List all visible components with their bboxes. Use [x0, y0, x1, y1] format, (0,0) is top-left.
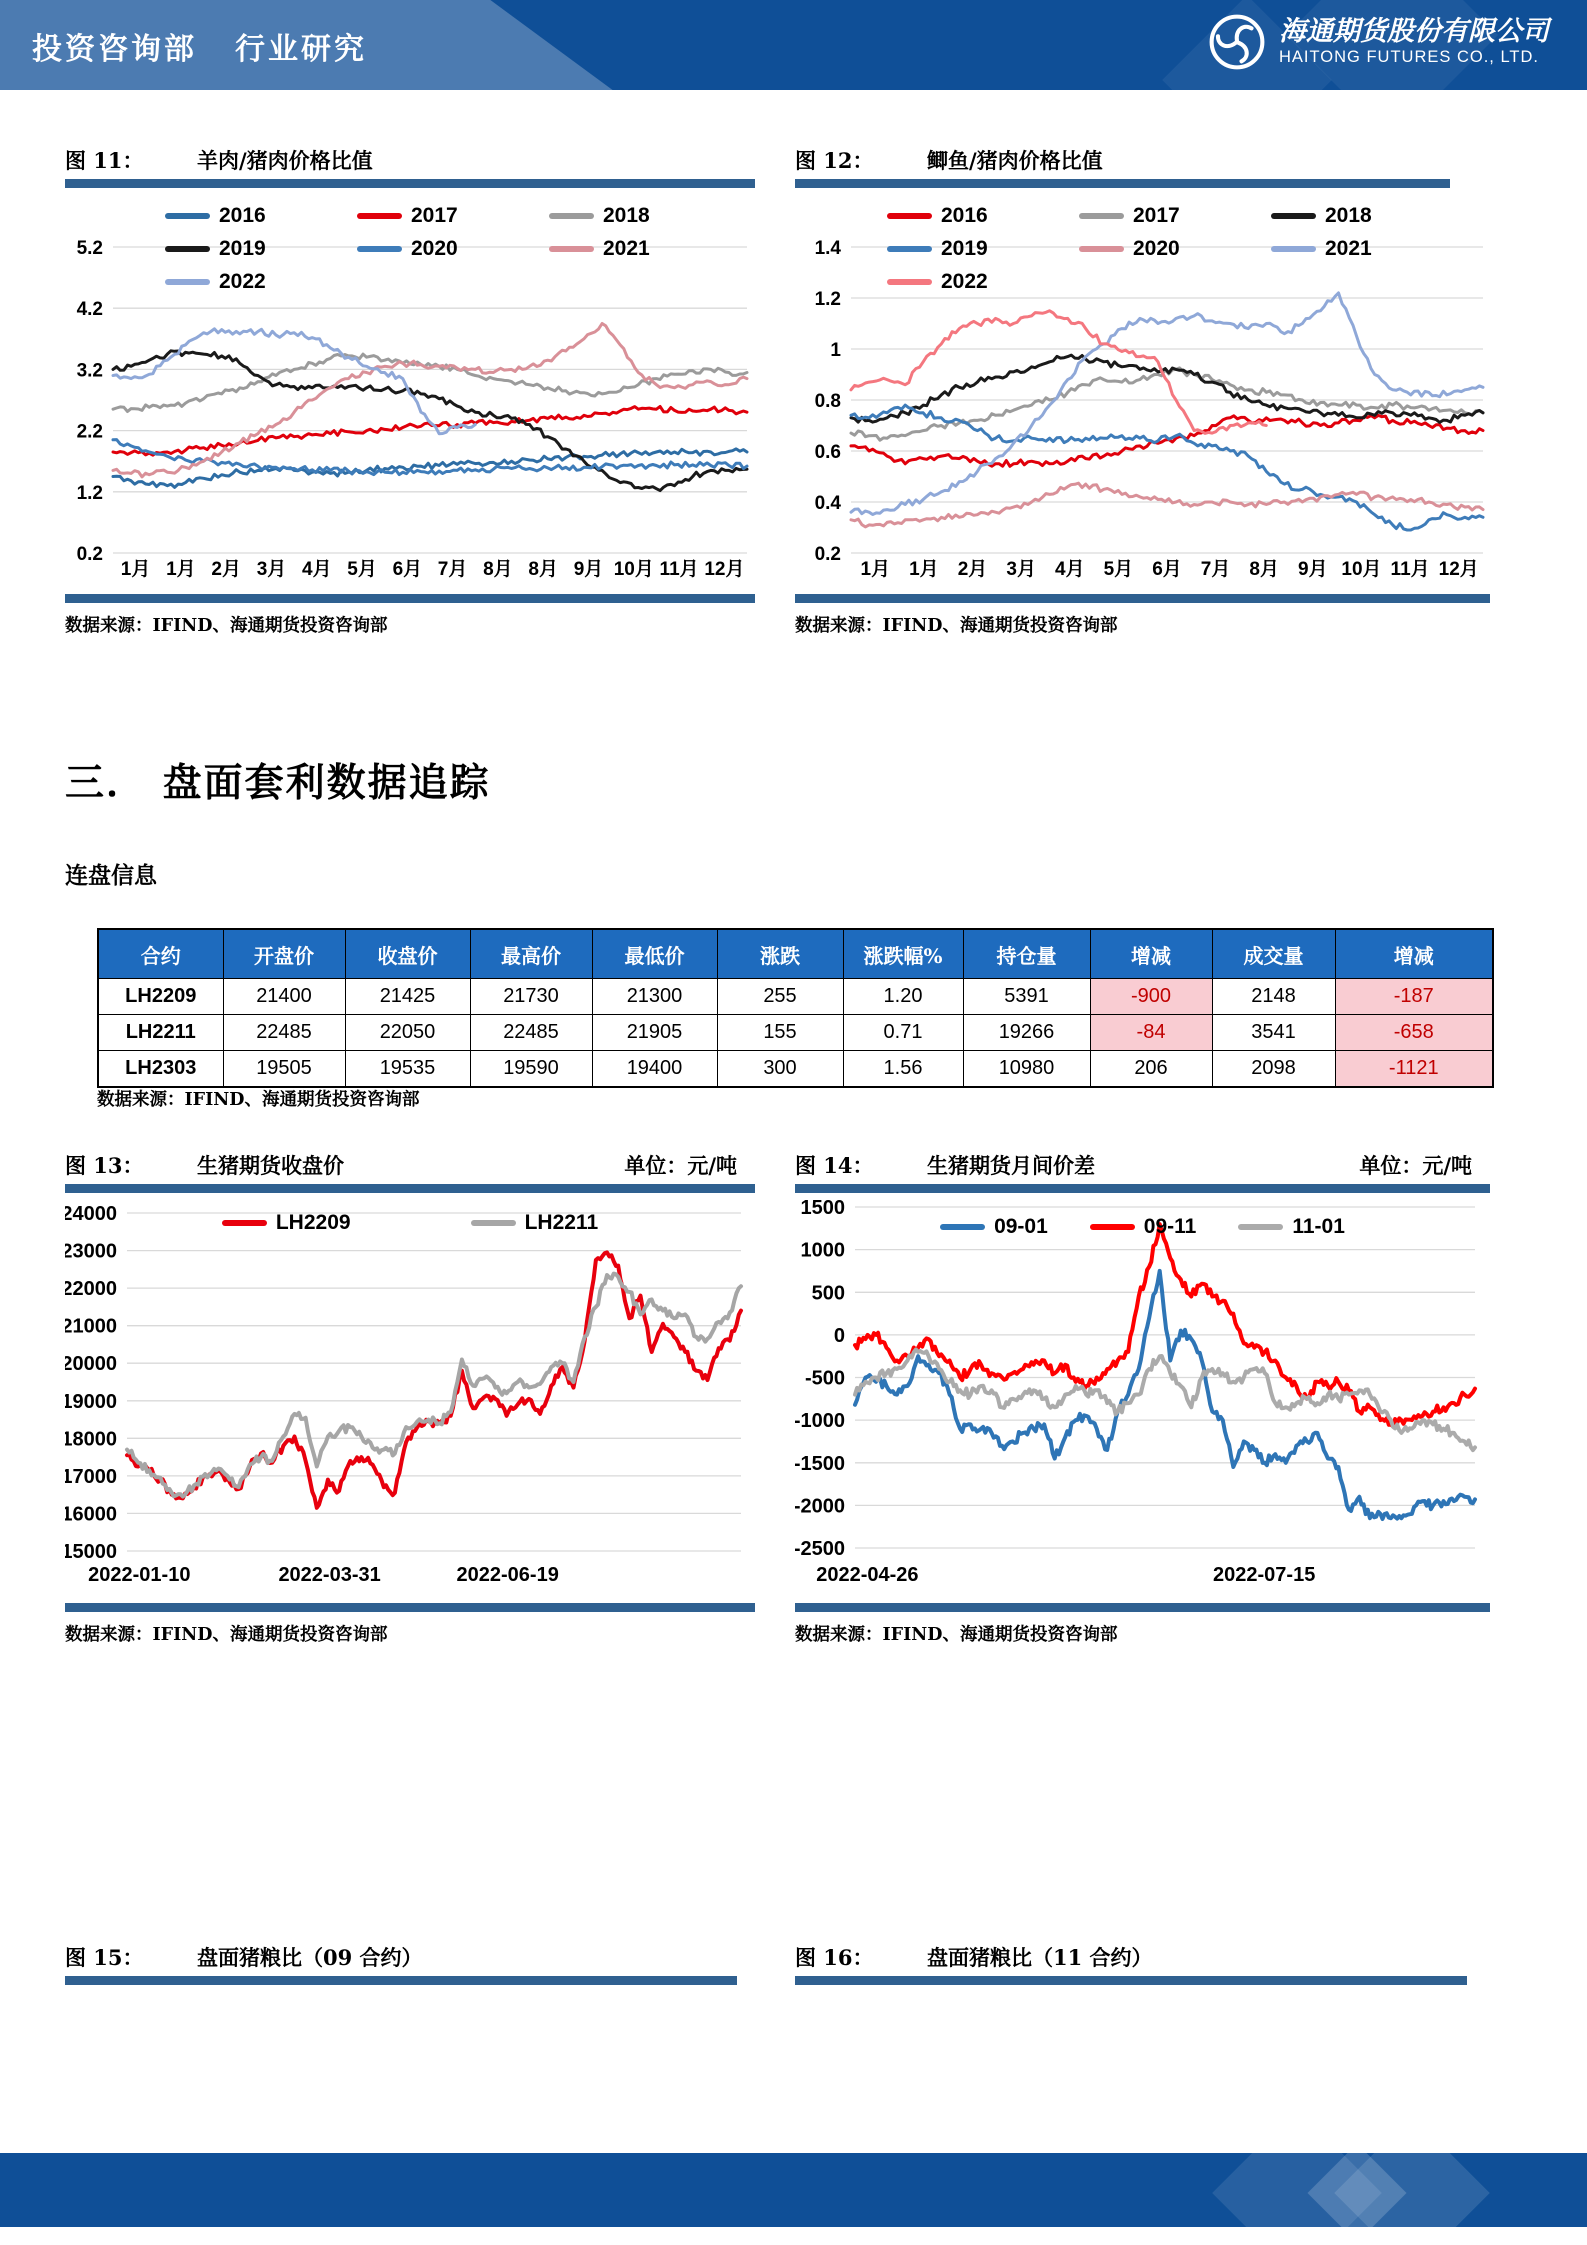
legend-label: LH2211 — [524, 1211, 599, 1234]
table-cell: 19505 — [223, 1051, 345, 1088]
table-cell: 5391 — [963, 979, 1090, 1015]
legend-item-LH2211 — [471, 1211, 599, 1235]
legend-label: 2022 — [219, 270, 266, 293]
table-cell: 19266 — [963, 1015, 1090, 1051]
figure-11 — [65, 145, 755, 637]
svg-text:4.2: 4.2 — [76, 299, 103, 321]
table-cell: -900 — [1090, 979, 1212, 1015]
table-cell: 255 — [717, 979, 843, 1015]
svg-text:1月: 1月 — [860, 559, 891, 580]
legend-swatch — [1079, 213, 1124, 219]
header-title — [32, 24, 367, 68]
table-cell: -84 — [1090, 1015, 1212, 1051]
svg-text:1.2: 1.2 — [814, 289, 841, 310]
table-cell: 1.56 — [843, 1051, 963, 1088]
svg-text:0.6: 0.6 — [814, 442, 841, 463]
legend-item-2019 — [887, 237, 1079, 261]
figure-11-bottom-bar — [65, 594, 755, 603]
svg-text:2022-07-15: 2022-07-15 — [1213, 1564, 1316, 1586]
svg-text:2022-01-10: 2022-01-10 — [88, 1564, 191, 1586]
svg-text:8月: 8月 — [528, 559, 558, 580]
figure-12-legend — [887, 204, 1463, 294]
table-cell: 2148 — [1212, 979, 1335, 1015]
table-cell: 0.71 — [843, 1015, 963, 1051]
legend-label: 11-01 — [1292, 1215, 1345, 1238]
legend-label: 2017 — [1133, 204, 1180, 227]
legend-label: 2020 — [1133, 237, 1180, 260]
legend-item-2020 — [357, 237, 549, 261]
svg-text:17000: 17000 — [65, 1465, 117, 1488]
figure-14-label: 图 14： — [795, 1153, 874, 1178]
svg-text:1月: 1月 — [909, 559, 939, 580]
svg-text:10月: 10月 — [1341, 559, 1382, 580]
column-header: 持仓量 — [963, 929, 1090, 979]
table-cell: LH2211 — [98, 1015, 223, 1051]
figure-12 — [795, 145, 1490, 637]
svg-text:0: 0 — [833, 1324, 845, 1347]
figure-13-chart — [65, 1193, 755, 1593]
legend-swatch — [357, 246, 402, 252]
table-cell: 21730 — [470, 979, 592, 1015]
figure-15-title: 盘面猪粮比（09 合约） — [197, 1945, 423, 1970]
svg-text:23000: 23000 — [65, 1240, 117, 1263]
svg-text:1.4: 1.4 — [814, 238, 841, 259]
contracts-table — [97, 928, 1494, 1088]
svg-text:12月: 12月 — [704, 559, 745, 580]
svg-text:2022-06-19: 2022-06-19 — [456, 1564, 559, 1586]
svg-text:24000: 24000 — [65, 1203, 117, 1225]
company-name — [1279, 17, 1549, 68]
svg-text:5月: 5月 — [347, 559, 377, 580]
legend-swatch — [1090, 1224, 1135, 1230]
legend-item-LH2209 — [222, 1211, 351, 1235]
table-row — [98, 979, 1493, 1015]
figure-14-legend — [795, 1215, 1490, 1239]
figure-13-label: 图 13： — [65, 1153, 144, 1178]
figure-16-title-bar — [795, 1976, 1467, 1985]
table-cell: LH2303 — [98, 1051, 223, 1088]
svg-text:7月: 7月 — [1200, 559, 1231, 580]
figure-12-title-row — [795, 145, 1490, 179]
legend-item-2021 — [1271, 237, 1463, 261]
svg-text:0.8: 0.8 — [814, 391, 841, 412]
legend-item-2018 — [1271, 204, 1463, 228]
svg-text:9月: 9月 — [573, 559, 604, 580]
svg-text:10月: 10月 — [613, 559, 654, 580]
company-logo — [1208, 13, 1549, 71]
legend-swatch — [1271, 213, 1316, 219]
svg-text:8月: 8月 — [483, 559, 513, 580]
figure-16-label: 图 16： — [795, 1945, 874, 1970]
table-cell: 19535 — [345, 1051, 470, 1088]
legend-label: LH2209 — [275, 1211, 351, 1234]
column-header: 最低价 — [592, 929, 717, 979]
svg-text:4月: 4月 — [302, 559, 332, 580]
figure-13-source: 数据来源：IFIND、海通期货投资咨询部 — [65, 1625, 388, 1645]
figure-14-unit: 单位：元/吨 — [1359, 1153, 1472, 1178]
legend-swatch — [887, 246, 932, 252]
legend-swatch — [887, 279, 932, 285]
svg-text:22000: 22000 — [65, 1278, 117, 1301]
legend-label: 09-11 — [1143, 1215, 1197, 1238]
legend-label: 2019 — [219, 237, 266, 260]
svg-text:0.2: 0.2 — [76, 544, 103, 565]
legend-label: 2021 — [603, 237, 650, 260]
page-footer — [0, 2153, 1587, 2227]
svg-text:11月: 11月 — [1390, 559, 1430, 580]
table-cell: 21905 — [592, 1015, 717, 1051]
legend-swatch — [1271, 246, 1316, 252]
figure-15-label: 图 15： — [65, 1945, 144, 1970]
company-name-en: HAITONG FUTURES CO., LTD. — [1279, 48, 1539, 67]
column-header: 最高价 — [470, 929, 592, 979]
table-cell: 21300 — [592, 979, 717, 1015]
svg-text:2022-04-26: 2022-04-26 — [816, 1564, 919, 1586]
legend-item-2022 — [165, 270, 357, 294]
figure-11-chart — [65, 192, 755, 584]
legend-swatch — [357, 213, 402, 219]
legend-swatch — [940, 1224, 985, 1230]
svg-text:3月: 3月 — [1006, 559, 1036, 580]
figure-11-title: 羊肉/猪肉价格比值 — [197, 148, 373, 173]
figure-14-title-row — [795, 1150, 1490, 1184]
legend-label: 2021 — [1325, 237, 1372, 260]
column-header: 增减 — [1090, 929, 1212, 979]
figure-12-title: 鲫鱼/猪肉价格比值 — [927, 148, 1103, 173]
svg-text:1: 1 — [830, 340, 841, 361]
legend-item-2017 — [357, 204, 549, 228]
figure-15-title-row — [65, 1942, 737, 1976]
legend-label: 09-01 — [994, 1215, 1048, 1238]
haitong-logo-icon — [1208, 13, 1266, 71]
table-cell: 10980 — [963, 1051, 1090, 1088]
svg-text:6月: 6月 — [392, 559, 423, 580]
figure-14 — [795, 1150, 1490, 1646]
figure-12-bottom-bar — [795, 594, 1490, 603]
table-cell: -187 — [1335, 979, 1493, 1015]
svg-text:3月: 3月 — [256, 559, 287, 580]
figure-13-title: 生猪期货收盘价 — [197, 1153, 344, 1178]
figure-12-title-bar — [795, 179, 1450, 188]
table-cell: 2098 — [1212, 1051, 1335, 1088]
table-cell: 300 — [717, 1051, 843, 1088]
legend-item-2020 — [1079, 237, 1271, 261]
column-header: 涨跌幅% — [843, 929, 963, 979]
section-title: 三． 盘面套利数据追踪 — [65, 760, 491, 806]
column-header: 开盘价 — [223, 929, 345, 979]
figure-15 — [65, 1942, 737, 1985]
svg-text:11月: 11月 — [659, 559, 699, 580]
legend-label: 2018 — [603, 204, 650, 227]
figure-11-title-row — [65, 145, 755, 179]
svg-text:0.2: 0.2 — [814, 544, 841, 565]
figure-14-title: 生猪期货月间价差 — [927, 1153, 1095, 1178]
svg-text:-500: -500 — [804, 1367, 845, 1390]
legend-swatch — [165, 246, 210, 252]
figure-11-title-bar — [65, 179, 755, 188]
svg-text:2022-03-31: 2022-03-31 — [278, 1564, 381, 1586]
table-cell: LH2209 — [98, 979, 223, 1015]
figure-14-bottom-bar — [795, 1603, 1490, 1612]
table-cell: 155 — [717, 1015, 843, 1051]
legend-item-2022 — [887, 270, 1079, 294]
legend-swatch — [165, 279, 210, 285]
figure-14-source: 数据来源：IFIND、海通期货投资咨询部 — [795, 1625, 1118, 1645]
figure-13-title-row — [65, 1150, 755, 1184]
legend-label: 2017 — [411, 204, 458, 227]
svg-text:1500: 1500 — [800, 1197, 845, 1219]
legend-swatch — [887, 213, 932, 219]
svg-text:6月: 6月 — [1152, 559, 1182, 580]
legend-label: 2016 — [219, 204, 266, 227]
table-cell: -658 — [1335, 1015, 1493, 1051]
chart-canvas — [65, 1193, 755, 1593]
svg-text:2月: 2月 — [957, 559, 988, 580]
company-name-cn: 海通期货股份有限公司 — [1279, 15, 1549, 47]
table-cell: 21400 — [223, 979, 345, 1015]
svg-text:1月: 1月 — [120, 559, 151, 580]
figure-11-legend — [165, 204, 741, 294]
page-header — [0, 0, 1587, 90]
table-cell: 22485 — [470, 1015, 592, 1051]
table-cell: 1.20 — [843, 979, 963, 1015]
table-source: 数据来源：IFIND、海通期货投资咨询部 — [97, 1090, 420, 1110]
svg-text:1000: 1000 — [800, 1239, 845, 1262]
legend-swatch — [549, 246, 594, 252]
legend-label: 2016 — [941, 204, 988, 227]
svg-text:2月: 2月 — [211, 559, 241, 580]
legend-item-2021 — [549, 237, 741, 261]
svg-text:20000: 20000 — [65, 1353, 117, 1376]
svg-text:-1500: -1500 — [795, 1452, 845, 1475]
header-doc-type: 行业研究 — [235, 33, 367, 66]
legend-label: 2018 — [1325, 204, 1372, 227]
svg-text:16000: 16000 — [65, 1503, 117, 1526]
legend-swatch — [471, 1220, 516, 1226]
figure-15-title-bar — [65, 1976, 737, 1985]
svg-text:-2000: -2000 — [795, 1495, 845, 1518]
svg-text:12月: 12月 — [1438, 559, 1479, 580]
svg-text:18000: 18000 — [65, 1428, 117, 1451]
figure-16 — [795, 1942, 1467, 1985]
figure-13-plot — [65, 1193, 755, 1598]
legend-label: 2020 — [411, 237, 458, 260]
svg-text:2.2: 2.2 — [76, 421, 103, 443]
legend-item-2017 — [1079, 204, 1271, 228]
svg-text:0.4: 0.4 — [814, 493, 841, 514]
svg-text:4月: 4月 — [1055, 559, 1085, 580]
legend-label: 2022 — [941, 270, 988, 293]
svg-text:9月: 9月 — [1298, 559, 1328, 580]
legend-item-2016 — [165, 204, 357, 228]
column-header: 成交量 — [1212, 929, 1335, 979]
legend-item-11-01 — [1238, 1215, 1345, 1239]
svg-text:5.2: 5.2 — [76, 238, 103, 259]
figure-12-label: 图 12： — [795, 148, 874, 173]
header-dept: 投资咨询部 — [32, 33, 197, 66]
table-cell: 22485 — [223, 1015, 345, 1051]
svg-text:500: 500 — [811, 1282, 845, 1305]
figure-13 — [65, 1150, 755, 1646]
table-cell: 19590 — [470, 1051, 592, 1088]
legend-swatch — [222, 1220, 267, 1226]
figure-14-chart — [795, 1193, 1490, 1593]
table-row — [98, 1015, 1493, 1051]
column-header: 收盘价 — [345, 929, 470, 979]
legend-item-2018 — [549, 204, 741, 228]
table-cell: 206 — [1090, 1051, 1212, 1088]
table-cell: 19400 — [592, 1051, 717, 1088]
legend-label: 2019 — [941, 237, 988, 260]
figure-12-source: 数据来源：IFIND、海通期货投资咨询部 — [795, 616, 1118, 636]
legend-swatch — [165, 213, 210, 219]
table-header-row — [98, 929, 1493, 979]
svg-text:19000: 19000 — [65, 1390, 117, 1413]
table-cell: 21425 — [345, 979, 470, 1015]
table-cell: -1121 — [1335, 1051, 1493, 1088]
svg-text:-2500: -2500 — [795, 1538, 845, 1560]
svg-text:7月: 7月 — [437, 559, 468, 580]
figure-14-plot — [795, 1193, 1490, 1598]
column-header: 合约 — [98, 929, 223, 979]
figure-13-legend — [65, 1211, 755, 1235]
svg-text:1月: 1月 — [166, 559, 196, 580]
chart-canvas — [795, 1193, 1490, 1593]
legend-item-09-01 — [940, 1215, 1048, 1239]
column-header: 涨跌 — [717, 929, 843, 979]
figure-11-source: 数据来源：IFIND、海通期货投资咨询部 — [65, 616, 388, 636]
legend-swatch — [1079, 246, 1124, 252]
figure-14-title-bar — [795, 1184, 1490, 1193]
svg-text:-1000: -1000 — [795, 1410, 845, 1433]
svg-text:3.2: 3.2 — [76, 360, 103, 382]
figure-16-title-row — [795, 1942, 1467, 1976]
legend-item-09-11 — [1090, 1215, 1197, 1239]
legend-item-2016 — [887, 204, 1079, 228]
figure-11-label: 图 11： — [65, 148, 144, 173]
legend-swatch — [1238, 1224, 1283, 1230]
table-row — [98, 1051, 1493, 1088]
figure-13-bottom-bar — [65, 1603, 755, 1612]
table-cell: 22050 — [345, 1015, 470, 1051]
figure-13-title-bar — [65, 1184, 755, 1193]
figure-16-title: 盘面猪粮比（11 合约） — [927, 1945, 1153, 1970]
svg-text:21000: 21000 — [65, 1315, 117, 1338]
figure-13-unit: 单位：元/吨 — [624, 1153, 737, 1178]
legend-item-2019 — [165, 237, 357, 261]
svg-text:5月: 5月 — [1103, 559, 1134, 580]
column-header: 增减 — [1335, 929, 1493, 979]
svg-text:8月: 8月 — [1249, 559, 1279, 580]
svg-text:15000: 15000 — [65, 1541, 117, 1563]
section-subtitle: 连盘信息 — [65, 862, 157, 889]
legend-swatch — [549, 213, 594, 219]
figure-12-chart — [795, 192, 1490, 584]
svg-text:1.2: 1.2 — [76, 482, 103, 504]
table-cell: 3541 — [1212, 1015, 1335, 1051]
